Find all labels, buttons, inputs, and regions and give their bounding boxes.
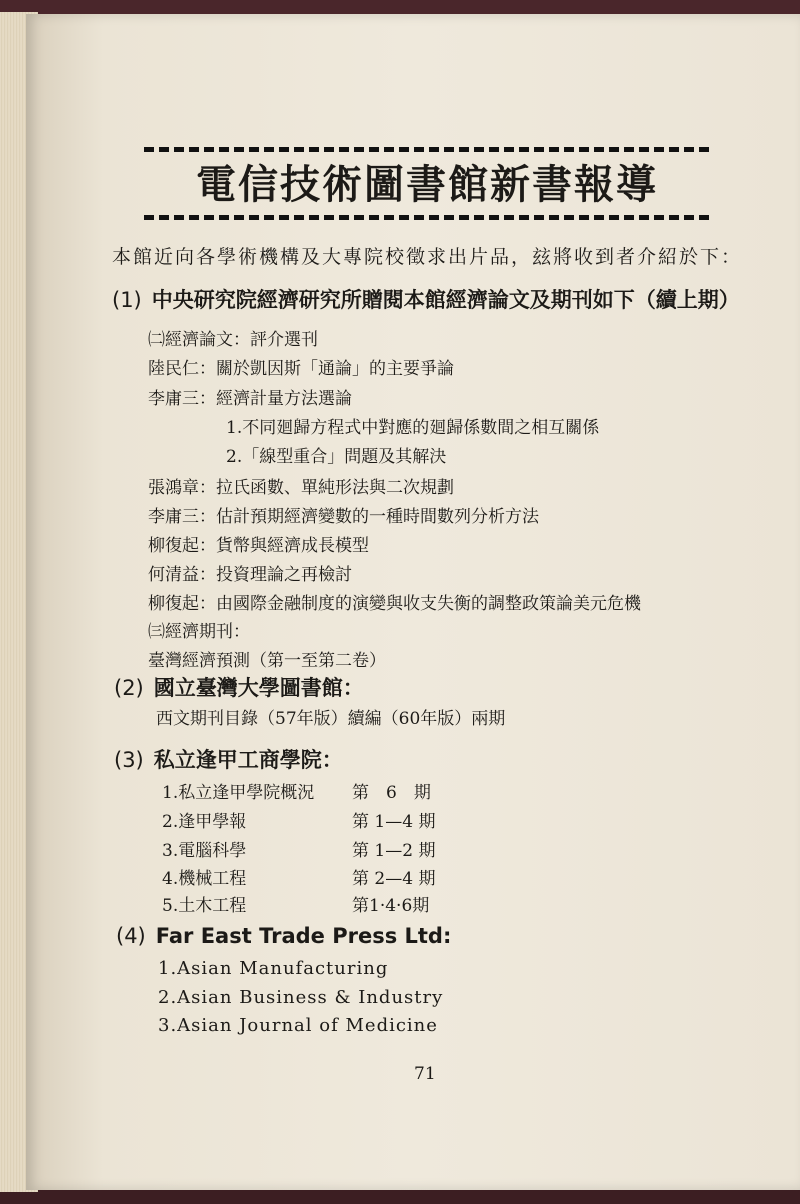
section-title: 私立逢甲工商學院： [153,748,343,772]
issue-range: 第 2—4 期 [352,869,436,889]
list-item: 何清益：投資理論之再檢討 [148,565,352,585]
table-row [162,778,431,803]
title-bottom-rule [144,215,710,220]
list-item: 西文期刊目錄（57年版）續編（60年版）兩期 [156,709,506,729]
book-page [26,14,800,1190]
list-item: 李庸三：估計預期經濟變數的一種時間數列分析方法 [148,507,539,527]
section-number: (2) [114,676,144,700]
section-title: 國立臺灣大學圖書館： [153,676,364,700]
page-title: 電信技術圖書館新書報導 [196,161,658,208]
section-4-heading [116,924,451,948]
list-item: 2.Asian Business & Industry [158,987,444,1008]
publication-name: 4.機械工程 [162,869,247,889]
issue-range: 第 1—2 期 [352,841,436,861]
list-item: 張鴻章：拉氏函數、單純形法與二次規劃 [148,478,454,498]
title-block [144,141,710,225]
section-title: Far East Trade Press Ltd: [155,924,452,948]
publication-name: 1.私立逢甲學院概況 [162,783,315,803]
list-item: 柳復起：貨幣與經濟成長模型 [148,536,369,556]
list-item: 臺灣經濟預測（第一至第二卷） [148,651,386,671]
list-item: 陸民仁：關於凱因斯「通論」的主要爭論 [148,359,454,379]
publication-name: 2.逢甲學報 [162,812,247,832]
section-3-heading [114,744,343,774]
publication-name: 5.土木工程 [162,896,247,916]
section-2-heading [114,672,364,702]
list-item: 李庸三：經濟計量方法選論 [148,389,352,409]
list-item: 1.不同廻歸方程式中對應的廻歸係數間之相互關係 [226,418,600,438]
section-number: (3) [114,748,144,772]
table-row [162,864,436,889]
list-item: ㈡經濟論文：評介選刊 [148,330,318,350]
issue-range: 第 1—4 期 [352,812,436,832]
page-number: 71 [414,1064,436,1084]
section-1-heading [112,284,740,314]
section-number: (4) [116,924,146,948]
table-row [162,836,436,861]
list-item: 柳復起：由國際金融制度的演變與收支失衡的調整政策論美元危機 [148,594,641,614]
table-row [162,891,430,916]
list-item: 1.Asian Manufacturing [158,958,389,979]
section-title: 中央研究院經濟研究所贈閱本館經濟論文及期刊如下（續上期） [151,288,740,312]
table-row [162,807,436,832]
issue-range: 第1·4·6期 [352,896,430,916]
title-top-rule [144,147,710,152]
issue-range: 第 6 期 [352,783,431,803]
list-item: 2.「線型重合」問題及其解決 [226,447,447,467]
list-item: ㈢經濟期刊： [148,622,250,642]
section-number: (1) [112,288,142,312]
publication-name: 3.電腦科學 [162,841,247,861]
intro-text: 本館近向各學術機構及大專院校徵求出片品，玆將收到者介紹於下： [112,246,743,268]
list-item: 3.Asian Journal of Medicine [158,1015,438,1036]
